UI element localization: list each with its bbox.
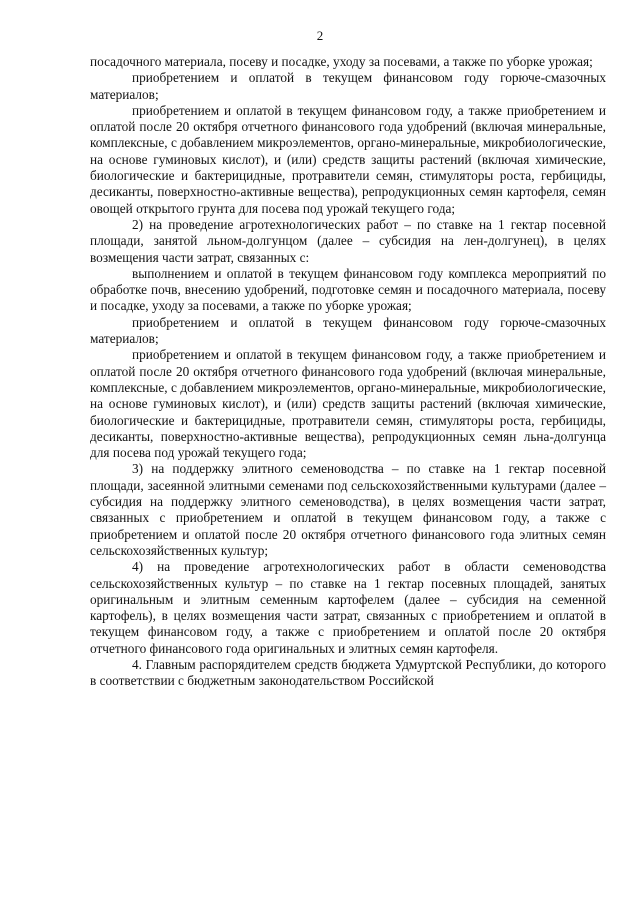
- page-number: 2: [316, 28, 324, 43]
- paragraph: выполнением и оплатой в текущем финансовом году комплекса мероприятий по обработке почв, внесению удобрений, подготовке семян и посадочного материала, посеву и посадке, уходу за посевами, а также по уборке урожая;: [90, 265, 606, 314]
- paragraph: 4. Главным распорядителем средств бюджета Удмуртской Республики, до которого в соответствии с бюджетным законодательством Российской: [90, 656, 606, 689]
- paragraph: приобретением и оплатой в текущем финансовом году горюче-смазочных материалов;: [90, 70, 606, 102]
- paragraph: 3) на поддержку элитного семеноводства – по ставке на 1 гектар посевной площади, засеянной элитными семенами под сельскохозяйственными культурами (далее – субсидия на поддержку элитного семеноводства), в целях возмещения части затрат, связанных с приобретением и оплатой в текущем финансовом году, а также с приобретением и оплатой после 20 октября отчетного финансового года элитных семян сельскохозяйственных культур;: [90, 461, 606, 558]
- document-body: [90, 54, 606, 690]
- paragraph: 4) на проведение агротехнологических работ в области семеноводства сельскохозяйственных культур – по ставке на 1 гектар посевных площадей, занятых оригинальным и элитным семенным картофелем (далее – субсидия на семенной картофель), в целях возмещения части затрат, связанных с приобретением и оплатой в текущем финансовом году, а также с приобретением и оплатой после 20 октября отчетного финансового года оригинальных и элитных семян картофеля.: [90, 559, 606, 656]
- paragraph: приобретением и оплатой в текущем финансовом году, а также приобретением и оплатой после 20 октября отчетного финансового года удобрений (включая минеральные, комплексные, с добавлением микроэлементов, органо-минеральные, микробиологические, на основе гуминовых кислот), и (или) средств защиты растений (включая химические, биологические и бактерицидные, протравители семян, стимуляторы роста, гербициды, десиканты, поверхностно-активные вещества), репродукционных семян льна-долгунца для посева под урожай текущего года;: [90, 347, 606, 461]
- paragraph: приобретением и оплатой в текущем финансовом году, а также приобретением и оплатой после 20 октября отчетного финансового года удобрений (включая минеральные, комплексные, с добавлением микроэлементов, органо-минеральные, микробиологические, на основе гуминовых кислот), и (или) средств защиты растений (включая химические, биологические и бактерицидные, протравители семян, стимуляторы роста, гербициды, десиканты, поверхностно-активные вещества), репродукционных семян картофеля, семян овощей открытого грунта для посева под урожай текущего года;: [90, 102, 606, 216]
- paragraph: 2) на проведение агротехнологических работ – по ставке на 1 гектар посевной площади, занятой льном-долгунцом (далее – субсидия на лен-долгунец), в целях возмещения части затрат, связанных с:: [90, 216, 606, 265]
- paragraph: посадочного материала, посеву и посадке, уходу за посевами, а также по уборке урожая;: [90, 54, 593, 69]
- paragraph: приобретением и оплатой в текущем финансовом году горюче-смазочных материалов;: [90, 314, 606, 347]
